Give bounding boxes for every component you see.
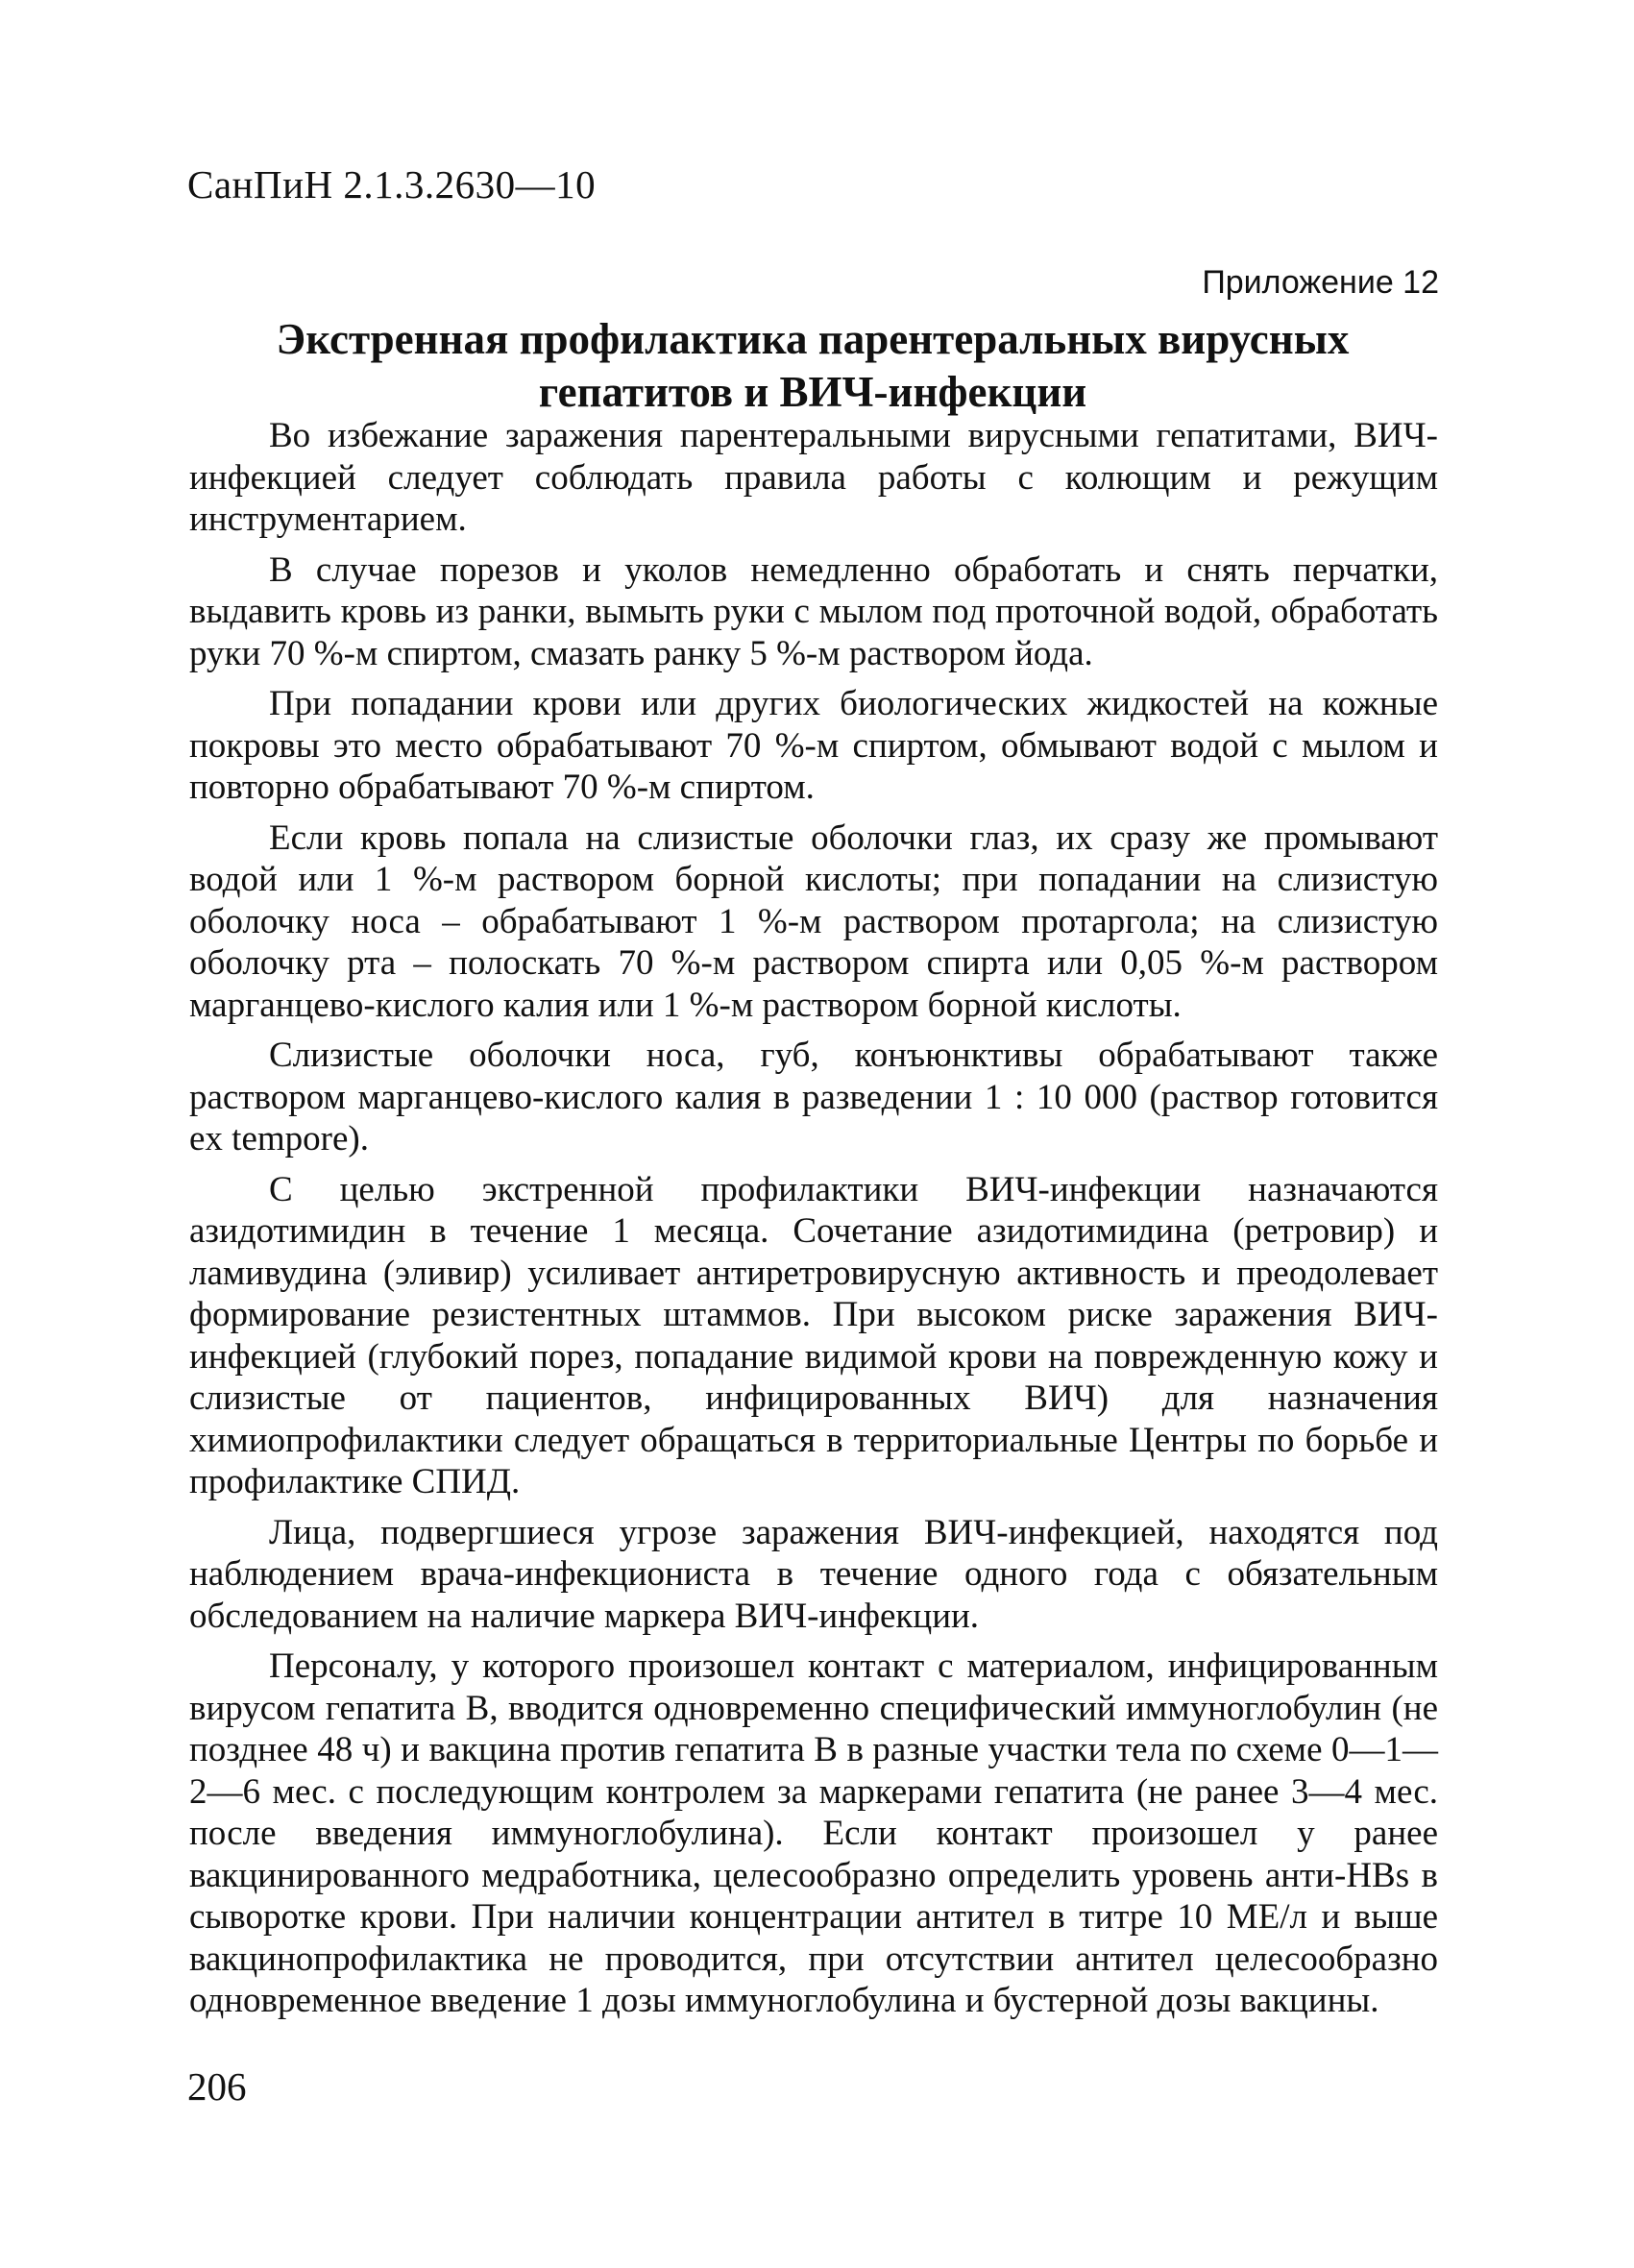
page-number: 206 xyxy=(187,2064,247,2109)
paragraph: При попадании крови или других биологических жидкостей на кожные покровы это место обрабатывают 70 %-м спиртом, обмывают водой с мылом и повторно обрабатывают 70 %-м спиртом. xyxy=(189,684,1438,807)
paragraph: Лица, подвергшиеся угрозе заражения ВИЧ-инфекцией, находятся под наблюдением врача-инфекциониста в течение одного года с обязательным обследованием на наличие маркера ВИЧ-инфекции. xyxy=(189,1512,1438,1636)
title-line: гепатитов и ВИЧ-инфекции xyxy=(538,368,1087,416)
running-header: СанПиН 2.1.3.2630—10 xyxy=(187,162,597,207)
paragraph: Персоналу, у которого произошел контакт с материалом, инфицированным вирусом гепатита В, вводится одновременно специфический иммуноглобулин (не позднее 48 ч) и вакцина против гепатита В в разные участки тела по схеме 0—1—2—6 мес. с последующим контролем за маркерами гепатита (не ранее 3—4 мес. после введения иммуноглобулина). Если контакт произошел у ранее вакцинированного медработника, целесообразно определить уровень анти-HBs в сыворотке крови. При наличии концентрации антител в титре 10 МЕ/л и выше вакцинопрофилактика не проводится, при отсутствии антител целесообразно одновременное введение 1 дозы иммуноглобулина и бустерной дозы вакцины. xyxy=(189,1646,1438,2020)
paragraph: Если кровь попала на слизистые оболочки глаз, их сразу же промывают водой или 1 %-м раствором борной кислоты; при попадании на слизистую оболочку носа – обрабатывают 1 %-м раствором протаргола; на слизистую оболочку рта – полоскать 70 %-м раствором спирта или 0,05 %-м раствором марганцево-кислого калия или 1 %-м раствором борной кислоты. xyxy=(189,817,1438,1025)
paragraph: С целью экстренной профилактики ВИЧ-инфекции назначаются азидотимидин в течение 1 месяца. Сочетание азидотимидина (ретровир) и ламивудина (эливир) усиливает антиретровирусную активность и преодолевает формирование резистентных штаммов. При высоком риске заражения ВИЧ-инфекцией (глубокий порез, попадание видимой крови на поврежденную кожу и слизистые от пациентов, инфицированных ВИЧ) для назначения химиопрофилактики следует обращаться в территориальные Центры по борьбе и профилактике СПИД. xyxy=(189,1169,1438,1501)
paragraph: В случае порезов и уколов немедленно обработать и снять перчатки, выдавить кровь из ранки, вымыть руки с мылом под проточной водой, обработать руки 70 %-м спиртом, смазать ранку 5 %-м раствором йода. xyxy=(189,549,1438,673)
body-text xyxy=(189,415,1438,2031)
appendix-label: Приложение 12 xyxy=(1202,264,1439,301)
document-title xyxy=(187,313,1438,419)
paragraph: Слизистые оболочки носа, губ, конъюнктивы обрабатывают также раствором марганцево-кислого калия в разведении 1 : 10 000 (раствор готовится ex tempore). xyxy=(189,1036,1438,1158)
paragraph: Во избежание заражения парентеральными вирусными гепатитами, ВИЧ-инфекцией следует соблюдать правила работы с колющим и режущим инструментарием. xyxy=(189,416,1438,539)
title-line: Экстренная профилактика парентеральных вирусных xyxy=(276,315,1350,363)
